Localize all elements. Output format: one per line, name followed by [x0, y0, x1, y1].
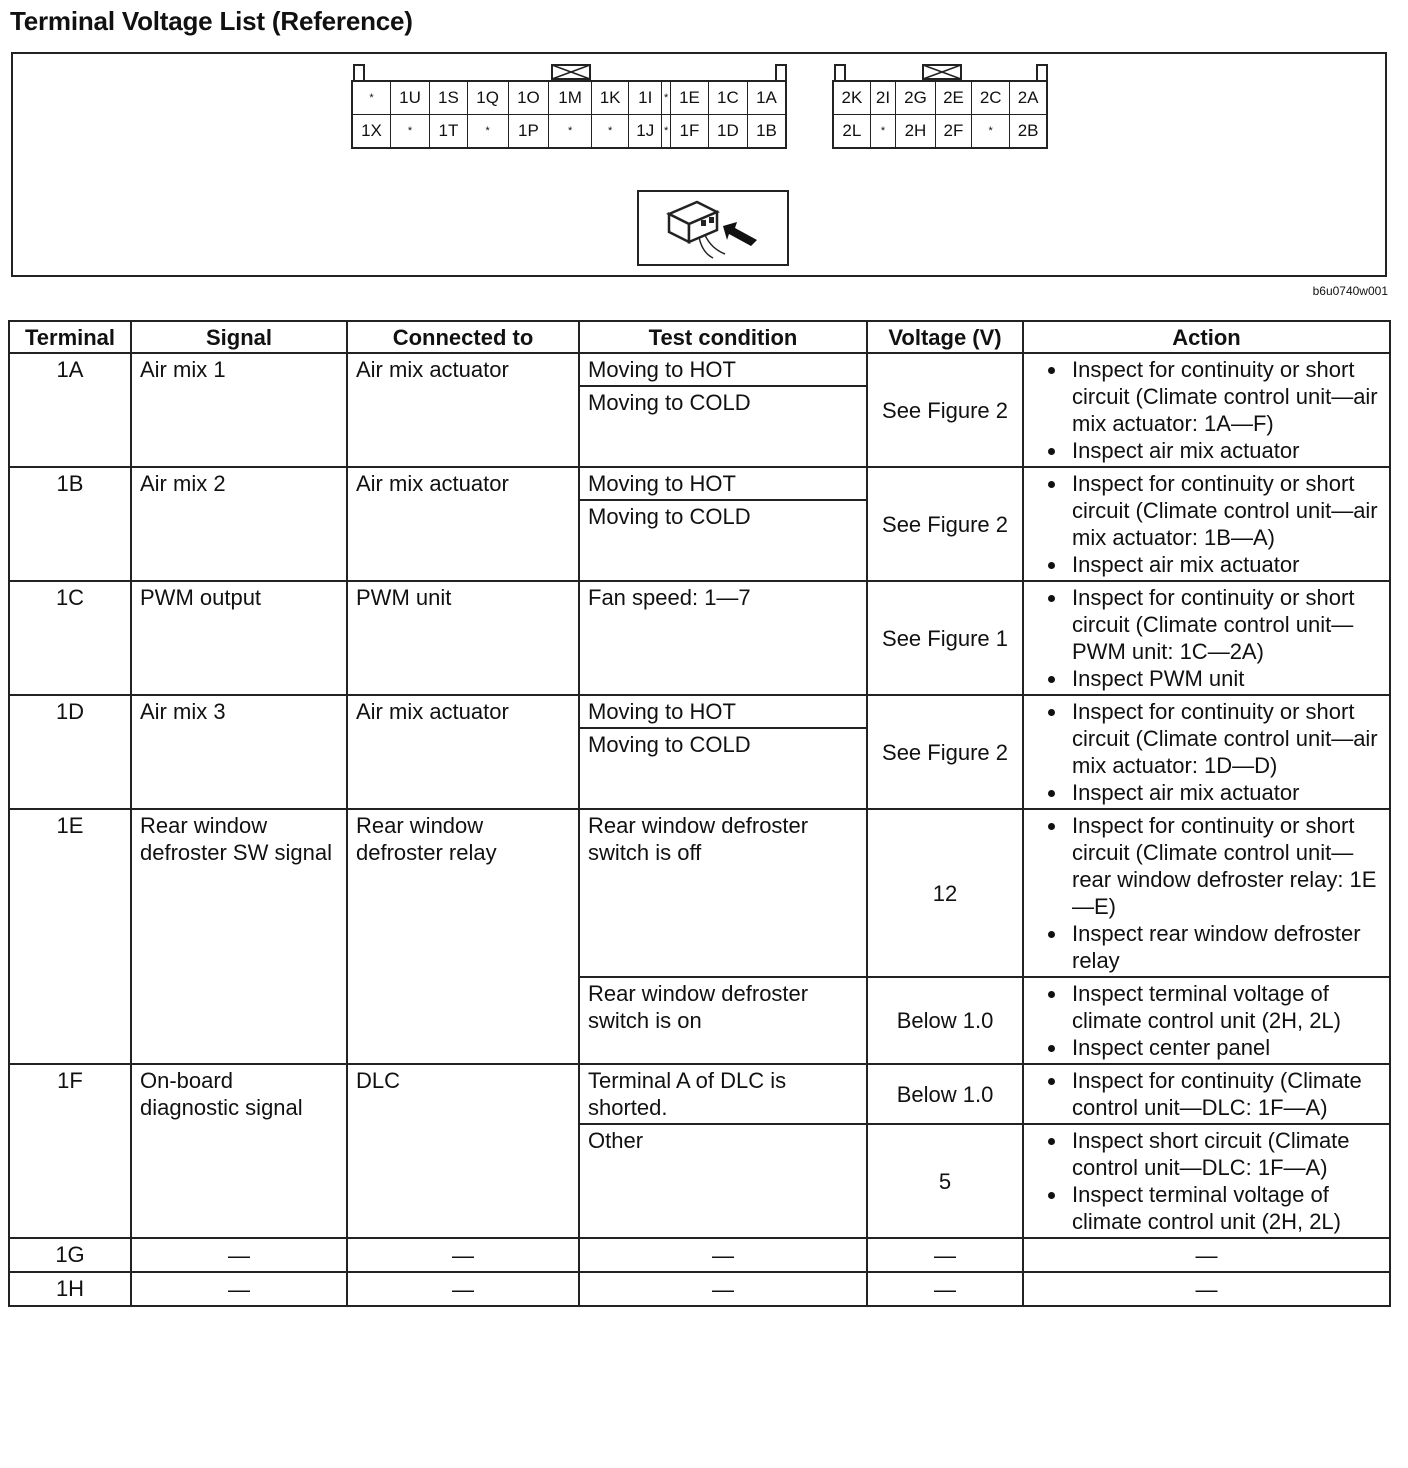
- action-list: [1032, 356, 1381, 464]
- connector-pin: *: [972, 115, 1010, 149]
- action-item: • Inspect for continuity or short circuit (Climate control unit—air mix actuator: 1B—A): [1068, 470, 1381, 551]
- connector-tab: [775, 64, 787, 80]
- latch-icon: [922, 64, 962, 80]
- test-condition-cell: [579, 581, 867, 695]
- action-cell: [1023, 695, 1390, 809]
- harness-side-view-icon: [637, 190, 789, 266]
- page-title: Terminal Voltage List (Reference): [10, 6, 413, 36]
- connected-to-cell: Air mix actuator: [347, 467, 579, 581]
- test-condition-text: Fan speed: 1—7: [588, 585, 751, 610]
- voltage-cell: 12: [867, 809, 1023, 977]
- connector-diagram: [11, 52, 1387, 277]
- action-cell: [1023, 809, 1390, 977]
- test-condition-cell: Other: [579, 1124, 867, 1238]
- voltage-cell: 5: [867, 1124, 1023, 1238]
- action-item: • Inspect air mix actuator: [1068, 437, 1381, 464]
- test-condition-cell: Rear window defroster switch is on: [579, 977, 867, 1064]
- connector-pin: 2I: [870, 81, 895, 115]
- action-list: [1032, 1067, 1381, 1121]
- connector-tab: [1036, 64, 1048, 80]
- header-test-condition: Test condition: [579, 321, 867, 353]
- table-row: [9, 1064, 1390, 1124]
- connector-2-pins: [832, 80, 1048, 149]
- connected-to-cell: PWM unit: [347, 581, 579, 695]
- empty-cell: —: [1023, 1238, 1390, 1272]
- empty-cell: —: [347, 1238, 579, 1272]
- terminal-cell: 1B: [9, 467, 131, 581]
- table-row: [9, 467, 1390, 581]
- empty-cell: —: [867, 1238, 1023, 1272]
- test-condition-cell: [579, 695, 867, 809]
- connector-tab: [353, 64, 365, 80]
- action-item: • Inspect terminal voltage of climate control unit (2H, 2L): [1068, 980, 1381, 1034]
- action-item: • Inspect for continuity or short circuit (Climate control unit—PWM unit: 1C—2A): [1068, 584, 1381, 665]
- connector-pin: 1O: [508, 81, 549, 115]
- action-cell: [1023, 467, 1390, 581]
- connector-tab: [834, 64, 846, 80]
- voltage-cell: Below 1.0: [867, 977, 1023, 1064]
- header-action: Action: [1023, 321, 1390, 353]
- action-cell: [1023, 353, 1390, 467]
- table-row: [9, 809, 1390, 977]
- signal-cell: Rear window defroster SW signal: [131, 809, 347, 1064]
- empty-cell: —: [1023, 1272, 1390, 1306]
- action-item: • Inspect rear window defroster relay: [1068, 920, 1381, 974]
- connector-pin: 1F: [671, 115, 709, 149]
- action-cell: [1023, 1064, 1390, 1124]
- connector-pin: *: [390, 115, 429, 149]
- signal-cell: Air mix 3: [131, 695, 347, 809]
- action-cell: [1023, 581, 1390, 695]
- test-condition-text: Moving to COLD: [588, 732, 751, 757]
- connector-pin: *: [662, 81, 671, 115]
- figure-code: b6u0740w001: [1312, 284, 1388, 298]
- header-connected-to: Connected to: [347, 321, 579, 353]
- action-item: • Inspect for continuity (Climate control unit—DLC: 1F—A): [1068, 1067, 1381, 1121]
- connector-pin: *: [662, 115, 671, 149]
- action-cell: [1023, 1124, 1390, 1238]
- connector-pin: 1S: [430, 81, 468, 115]
- terminal-cell: 1H: [9, 1272, 131, 1306]
- table-row: [9, 1238, 1390, 1272]
- voltage-cell: See Figure 2: [867, 467, 1023, 581]
- test-condition-cell: Rear window defroster switch is off: [579, 809, 867, 977]
- empty-cell: —: [579, 1238, 867, 1272]
- header-signal: Signal: [131, 321, 347, 353]
- table-row: [9, 695, 1390, 809]
- action-item: • Inspect terminal voltage of climate control unit (2H, 2L): [1068, 1181, 1381, 1235]
- connector-pin: 1P: [508, 115, 549, 149]
- test-condition-cell: Terminal A of DLC is shorted.: [579, 1064, 867, 1124]
- connector-pin: 2A: [1010, 81, 1047, 115]
- connector-pin: 1D: [708, 115, 747, 149]
- connector-pin: 1B: [747, 115, 786, 149]
- empty-cell: —: [867, 1272, 1023, 1306]
- connector-2: [832, 64, 1050, 158]
- action-item: • Inspect for continuity or short circuit (Climate control unit—air mix actuator: 1A—F): [1068, 356, 1381, 437]
- connected-to-cell: Air mix actuator: [347, 353, 579, 467]
- terminal-cell: 1F: [9, 1064, 131, 1238]
- connector-pin: *: [549, 115, 591, 149]
- test-condition-text: Moving to HOT: [580, 354, 866, 387]
- connector-pin: *: [467, 115, 508, 149]
- table-header-row: [9, 321, 1390, 353]
- connector-pin: 1X: [352, 115, 390, 149]
- action-list: [1032, 980, 1381, 1061]
- connector-pin: 2C: [972, 81, 1010, 115]
- connector-pin: *: [870, 115, 895, 149]
- connector-pin: 1E: [671, 81, 709, 115]
- action-item: • Inspect center panel: [1068, 1034, 1381, 1061]
- action-item: • Inspect for continuity or short circuit (Climate control unit—rear window defroster relay: 1E—E): [1068, 812, 1381, 920]
- action-list: [1032, 1127, 1381, 1235]
- connector-pin: 1M: [549, 81, 591, 115]
- connector-pin: 2L: [833, 115, 870, 149]
- signal-cell: On-board diagnostic signal: [131, 1064, 347, 1238]
- voltage-cell: Below 1.0: [867, 1064, 1023, 1124]
- action-item: • Inspect air mix actuator: [1068, 779, 1381, 806]
- action-list: [1032, 470, 1381, 578]
- connector-pin: 1C: [708, 81, 747, 115]
- empty-cell: —: [131, 1272, 347, 1306]
- table-row: [9, 353, 1390, 467]
- voltage-cell: See Figure 1: [867, 581, 1023, 695]
- action-list: [1032, 812, 1381, 974]
- connected-to-cell: Air mix actuator: [347, 695, 579, 809]
- connector-pin: 1Q: [467, 81, 508, 115]
- connector-pin: 1K: [591, 81, 629, 115]
- connector-pin: 1U: [390, 81, 429, 115]
- terminal-cell: 1C: [9, 581, 131, 695]
- terminal-cell: 1G: [9, 1238, 131, 1272]
- action-item: • Inspect for continuity or short circuit (Climate control unit—air mix actuator: 1D—D): [1068, 698, 1381, 779]
- terminal-cell: 1A: [9, 353, 131, 467]
- test-condition-cell: [579, 467, 867, 581]
- action-cell: [1023, 977, 1390, 1064]
- terminal-cell: 1E: [9, 809, 131, 1064]
- connector-pin: 2H: [896, 115, 936, 149]
- action-list: [1032, 698, 1381, 806]
- connector-pin: *: [352, 81, 390, 115]
- latch-icon: [551, 64, 591, 80]
- connector-pin: 2E: [935, 81, 971, 115]
- empty-cell: —: [347, 1272, 579, 1306]
- connector-pin: *: [591, 115, 629, 149]
- test-condition-cell: [579, 353, 867, 467]
- table-row: [9, 581, 1390, 695]
- action-item: • Inspect PWM unit: [1068, 665, 1381, 692]
- action-item: • Inspect air mix actuator: [1068, 551, 1381, 578]
- empty-cell: —: [131, 1238, 347, 1272]
- voltage-cell: See Figure 2: [867, 353, 1023, 467]
- test-condition-text: Moving to COLD: [588, 390, 751, 415]
- connected-to-cell: Rear window defroster relay: [347, 809, 579, 1064]
- connected-to-cell: DLC: [347, 1064, 579, 1238]
- connector-pin: 2K: [833, 81, 870, 115]
- connector-pin: 2B: [1010, 115, 1047, 149]
- signal-cell: Air mix 2: [131, 467, 347, 581]
- test-condition-text: Moving to HOT: [580, 696, 866, 729]
- test-condition-text: Moving to COLD: [588, 504, 751, 529]
- signal-cell: PWM output: [131, 581, 347, 695]
- terminal-voltage-table: [8, 320, 1391, 1307]
- header-voltage: Voltage (V): [867, 321, 1023, 353]
- test-condition-text: Moving to HOT: [580, 468, 866, 501]
- header-terminal: Terminal: [9, 321, 131, 353]
- connector-pin: 2F: [935, 115, 971, 149]
- connector-pin: 1J: [629, 115, 662, 149]
- table-row: [9, 1272, 1390, 1306]
- empty-cell: —: [579, 1272, 867, 1306]
- connector-pin: 1T: [430, 115, 468, 149]
- connector-1: [351, 64, 789, 158]
- connector-1-pins: [351, 80, 787, 149]
- connector-pin: 1I: [629, 81, 662, 115]
- terminal-cell: 1D: [9, 695, 131, 809]
- action-list: [1032, 584, 1381, 692]
- connector-pin: 2G: [896, 81, 936, 115]
- action-item: • Inspect short circuit (Climate control unit—DLC: 1F—A): [1068, 1127, 1381, 1181]
- connector-pin: 1A: [747, 81, 786, 115]
- signal-cell: Air mix 1: [131, 353, 347, 467]
- voltage-cell: See Figure 2: [867, 695, 1023, 809]
